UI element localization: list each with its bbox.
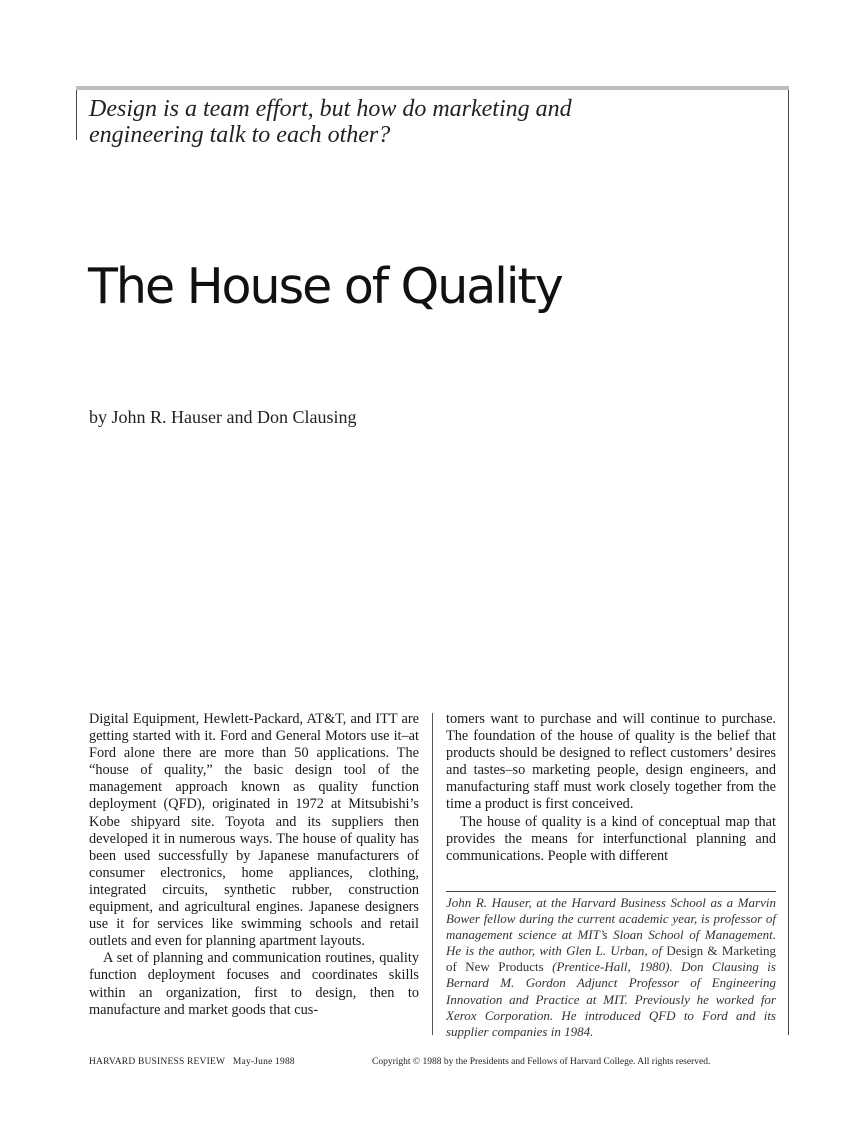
author-note-text: (Prentice-Hall, 1980). Don Clausing is Bernard M. Gordon Adjunct Professor of Engineering Innovation and Practice at MIT. Previously he worked for Xerox Corporation. He introduced QFD to Ford and its supplier companies in 1984. [446,959,776,1039]
author-note [446,895,776,1040]
body-paragraph: The house of quality is a kind of conceptual map that provides the means for interfunctional planning and communications. People with different [446,813,776,864]
body-column-left [89,711,419,1019]
top-rule [76,86,789,90]
body-column-right [446,711,776,865]
footer-journal [89,1057,295,1067]
article-title: The House of Quality [88,258,562,315]
footer-copyright: Copyright © 1988 by the Presidents and Fellows of Harvard College. All rights reserved. [372,1057,711,1067]
left-margin-rule [76,90,77,140]
issue-date: May-June 1988 [232,1057,295,1067]
author-note-text: John R. Hauser, at the Harvard Business School as a Marvin Bower fellow during the current academic year, is professor of management science at MIT’s Sloan School of Management. He is the author, with Glen L. Urban, of [446,895,776,959]
article-dek: Design is a team effort, but how do marketing and engineering talk to each other? [89,96,572,148]
column-divider [432,713,433,1035]
article-byline: by John R. Hauser and Don Clausing [89,407,357,427]
body-paragraph: A set of planning and communication routines, quality function deployment focuses and coordinates skills within an organization, first to design, then to manufacture and market goods that cus- [89,950,419,1018]
journal-name: HARVARD BUSINESS REVIEW [89,1057,226,1067]
body-paragraph: tomers want to purchase and will continue to purchase. The foundation of the house of quality is the belief that products should be designed to reflect customers’ desires and tastes–so marketing people, design engineers, and manufacturing staff must work closely together from the time a product is first conceived. [446,711,776,813]
right-margin-rule [788,90,789,1035]
author-note-rule [446,891,776,892]
body-paragraph: Digital Equipment, Hewlett-Packard, AT&T, and ITT are getting started with it. Ford and General Motors use it–at Ford alone there are more than 50 applications. The “house of quality,” the basic design tool of the management approach known as quality function deployment (QFD), originated in 1972 at Mitsubishi’s Kobe shipyard site. Toyota and its suppliers then developed it in numerous ways. The house of quality has been used successfully by Japanese manufacturers of consumer electronics, home appliances, clothing, integrated circuits, synthetic rubber, construction equipment, and agricultural engines. Japanese designers use it for services like swimming schools and retail outlets and even for planning apartment layouts. [89,711,419,950]
author-note-book-title: Design & Marketing of New Products [446,943,776,975]
